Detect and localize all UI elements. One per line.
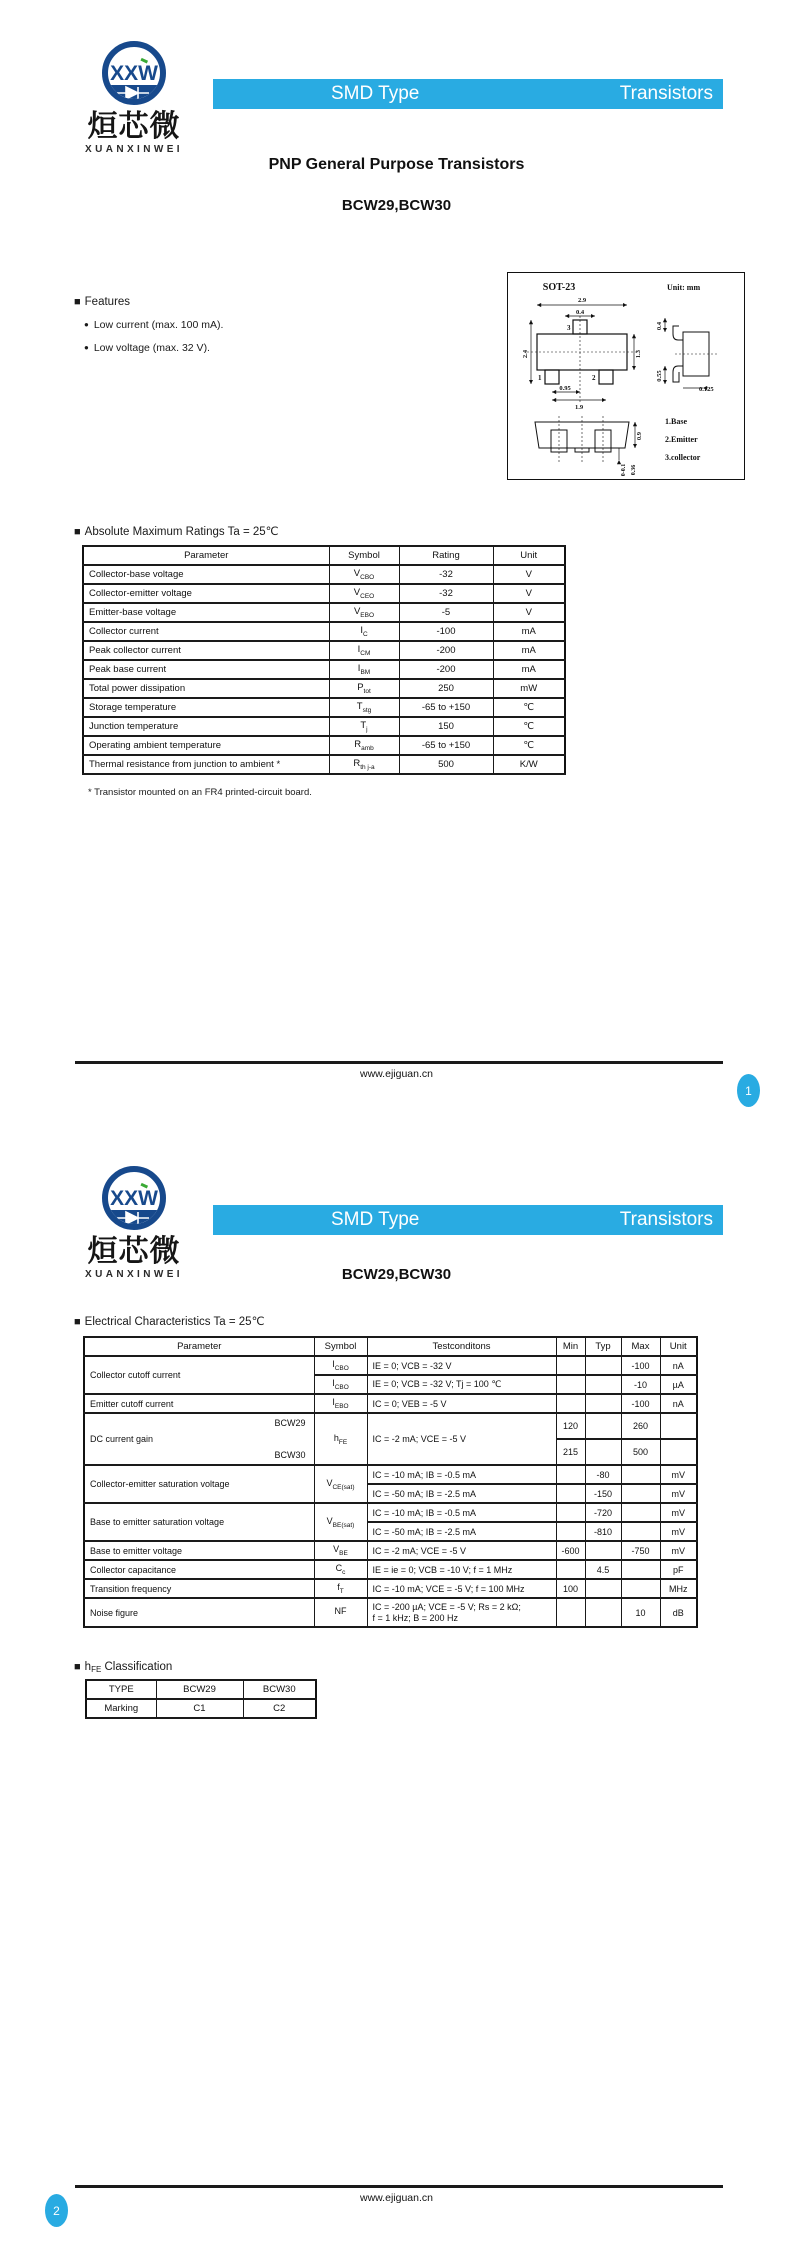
cell-cond: IC = -2 mA; VCE = -5 V xyxy=(367,1413,556,1465)
cell-symbol: $V_{BE}$ xyxy=(314,1541,367,1560)
cell-rating: 250 xyxy=(399,679,493,698)
cell-unit: mA xyxy=(493,641,565,660)
footer-url: www.ejiguan.cn xyxy=(360,2192,433,2204)
cell-typ: -810 xyxy=(585,1522,621,1541)
abs-max-heading-text: Absolute Maximum Ratings Ta = 25℃ xyxy=(84,526,279,538)
cell-unit: mV xyxy=(660,1484,697,1503)
cell-cond: IC = -50 mA; IB = -2.5 mA xyxy=(367,1522,556,1541)
footer-url: www.ejiguan.cn xyxy=(360,1068,433,1080)
table-row xyxy=(86,1699,316,1718)
cell-unit: V xyxy=(493,565,565,584)
cell-symbol: $I_{EBO}$ xyxy=(314,1394,367,1413)
bullet-icon: ● xyxy=(84,343,89,352)
dim-span: 1.9 xyxy=(574,404,584,411)
cell-typ xyxy=(585,1579,621,1598)
col-symbol: Symbol xyxy=(314,1337,367,1356)
cell-max: 260 xyxy=(621,1413,660,1439)
cell-rating: -100 xyxy=(399,622,493,641)
logo-emblem-icon xyxy=(95,1165,173,1235)
cell-cond: IC = -10 mA; IB = -0.5 mA xyxy=(367,1465,556,1484)
table-row xyxy=(84,1579,697,1598)
table-row xyxy=(84,1541,697,1560)
section-marker-icon: ■ xyxy=(74,1316,81,1328)
cell-param: Emitter-base voltage xyxy=(83,603,329,622)
cell-symbol: $T_{stg}$ xyxy=(329,698,399,717)
logo-chinese-name: 烜芯微 xyxy=(87,110,181,143)
cell-symbol: $f_T$ xyxy=(314,1579,367,1598)
cell-symbol: $V_{CE(sat)}$ xyxy=(314,1465,367,1503)
cell-rating: -5 xyxy=(399,603,493,622)
cell-max: 500 xyxy=(621,1439,660,1465)
cell-min xyxy=(556,1484,585,1503)
cell-typ xyxy=(585,1375,621,1394)
cell-symbol: $V_{EBO}$ xyxy=(329,603,399,622)
cell-max xyxy=(621,1484,660,1503)
cell-unit: mV xyxy=(660,1465,697,1484)
dim-body-width: 2.9 xyxy=(577,297,587,304)
cell-symbol: $R_{th j-a}$ xyxy=(329,755,399,774)
table-row xyxy=(84,1413,697,1439)
footer-divider xyxy=(75,1061,723,1064)
table-header-row xyxy=(83,546,565,565)
abs-max-heading xyxy=(74,524,279,538)
cell-c2: C2 xyxy=(243,1699,316,1718)
cell-min: 100 xyxy=(556,1579,585,1598)
cell-param: Transition frequency xyxy=(84,1579,314,1598)
page-number-badge: 2 xyxy=(45,2194,68,2227)
variant-bcw30: BCW30 xyxy=(274,1450,306,1460)
col-parameter: Parameter xyxy=(84,1337,314,1356)
table-row xyxy=(83,622,565,641)
cell-param: Thermal resistance from junction to ambient * xyxy=(83,755,329,774)
elec-char-heading-text: Electrical Characteristics Ta = 25℃ xyxy=(84,1316,265,1328)
part-numbers: BCW29,BCW30 xyxy=(341,1266,452,1283)
package-drawing xyxy=(507,272,745,480)
cell-c1: C1 xyxy=(156,1699,243,1718)
cell-max xyxy=(621,1465,660,1484)
cell-param: Peak collector current xyxy=(83,641,329,660)
section-marker-icon: ■ xyxy=(74,296,81,308)
cell-param: Base to emitter saturation voltage xyxy=(84,1503,314,1541)
company-logo xyxy=(58,40,210,155)
cell-symbol: $P_{tot}$ xyxy=(329,679,399,698)
logo-monogram: XXW xyxy=(110,62,158,85)
pin-label-collector: 3.collector xyxy=(665,453,701,462)
features-heading xyxy=(74,296,223,308)
cell-max: -10 xyxy=(621,1375,660,1394)
cell-max: -100 xyxy=(621,1394,660,1413)
features-heading-text: Features xyxy=(84,296,131,308)
cell-typ xyxy=(585,1394,621,1413)
table-row xyxy=(83,584,565,603)
cell-unit: µA xyxy=(660,1375,697,1394)
elec-char-heading xyxy=(74,1314,265,1328)
absolute-maximum-ratings-table xyxy=(82,545,566,775)
hfe-classification-heading: ■ hFE Classification xyxy=(74,1661,173,1674)
cell-symbol: $I_C$ xyxy=(329,622,399,641)
col-unit: Unit xyxy=(660,1337,697,1356)
cell-max xyxy=(621,1560,660,1579)
dim-pitch: 0.95 xyxy=(559,385,571,392)
cell-param: Peak base current xyxy=(83,660,329,679)
cell-symbol: NF xyxy=(314,1598,367,1627)
table-row xyxy=(84,1394,697,1413)
cell-unit: nA xyxy=(660,1356,697,1375)
cell-unit: pF xyxy=(660,1560,697,1579)
cell-min xyxy=(556,1560,585,1579)
logo-monogram: XXW xyxy=(110,1187,158,1210)
hfe-classification-table xyxy=(85,1679,317,1719)
cell-rating: -200 xyxy=(399,641,493,660)
page-2 xyxy=(0,1122,793,2244)
feature-text: Low current (max. 100 mA). xyxy=(93,319,224,331)
dim-pin-width: 0.4 xyxy=(575,309,585,316)
cell-unit xyxy=(660,1439,697,1465)
cell-max: -750 xyxy=(621,1541,660,1560)
cell-max xyxy=(621,1579,660,1598)
pin1-number: 1 xyxy=(538,374,542,382)
cell-param: Total power dissipation xyxy=(83,679,329,698)
cell-cond: IC = -50 mA; IB = -2.5 mA xyxy=(367,1484,556,1503)
banner-smd-type: SMD Type xyxy=(331,1209,420,1230)
pin-label-base: 1.Base xyxy=(665,417,687,426)
col-testconditions: Testconditons xyxy=(367,1337,556,1356)
cell-param: Collector-emitter voltage xyxy=(83,584,329,603)
cell-symbol: $I_{BM}$ xyxy=(329,660,399,679)
cell-unit: mA xyxy=(493,622,565,641)
cell-min xyxy=(556,1375,585,1394)
cell-param-dc-gain xyxy=(84,1413,314,1465)
package-unit: Unit: mm xyxy=(667,283,701,292)
footer-divider xyxy=(75,2185,723,2188)
cell-symbol: $R_{amb}$ xyxy=(329,736,399,755)
table-row xyxy=(83,603,565,622)
header-banner xyxy=(213,1205,723,1235)
cell-param: Collector current xyxy=(83,622,329,641)
cell-param: Collector-base voltage xyxy=(83,565,329,584)
cell-min xyxy=(556,1465,585,1484)
table-row xyxy=(83,755,565,774)
logo-english-name: XUANXINWEI xyxy=(85,1269,183,1280)
cell-cond: IC = -10 mA; IB = -0.5 mA xyxy=(367,1503,556,1522)
cell-unit: nA xyxy=(660,1394,697,1413)
cell-param: Base to emitter voltage xyxy=(84,1541,314,1560)
electrical-characteristics-table xyxy=(83,1336,698,1628)
cell-marking: Marking xyxy=(86,1699,156,1718)
features-section xyxy=(74,296,223,354)
table-row xyxy=(84,1465,697,1484)
table-row xyxy=(86,1680,316,1699)
dim-lead-thickness: 0.125 xyxy=(699,386,714,393)
cell-rating: -32 xyxy=(399,565,493,584)
cell-param: Collector-emitter saturation voltage xyxy=(84,1465,314,1503)
cell-cond: IC = -10 mA; VCE = -5 V; f = 100 MHz xyxy=(367,1579,556,1598)
cell-unit: V xyxy=(493,584,565,603)
col-rating: Rating xyxy=(399,546,493,565)
table-row xyxy=(83,641,565,660)
cell-unit: dB xyxy=(660,1598,697,1627)
table-row xyxy=(84,1598,697,1627)
cell-param: Collector cutoff current xyxy=(84,1356,314,1394)
cell-symbol: $I_{CBO}$ xyxy=(314,1375,367,1394)
col-min: Min xyxy=(556,1337,585,1356)
cell-unit: V xyxy=(493,603,565,622)
table-row xyxy=(84,1503,697,1522)
logo-emblem-icon xyxy=(95,40,173,110)
cell-min xyxy=(556,1503,585,1522)
pin2-number: 2 xyxy=(592,374,596,382)
logo-english-name: XUANXINWEI xyxy=(85,144,183,155)
cell-typ: -720 xyxy=(585,1503,621,1522)
feature-item xyxy=(74,319,223,331)
cell-symbol: $T_j$ xyxy=(329,717,399,736)
table-row xyxy=(84,1356,697,1375)
cell-min: 215 xyxy=(556,1439,585,1465)
cell-rating: -65 to +150 xyxy=(399,698,493,717)
col-parameter: Parameter xyxy=(83,546,329,565)
table-row xyxy=(83,565,565,584)
cell-symbol: $I_{CM}$ xyxy=(329,641,399,660)
banner-smd-type: SMD Type xyxy=(331,83,420,104)
cell-cond: IC = -2 mA; VCE = -5 V xyxy=(367,1541,556,1560)
cell-min xyxy=(556,1598,585,1627)
cell-cond: IE = 0; VCB = -32 V; Tj = 100 ℃ xyxy=(367,1375,556,1394)
cell-unit: mV xyxy=(660,1522,697,1541)
cell-min xyxy=(556,1356,585,1375)
feature-item xyxy=(74,342,223,354)
variant-bcw29: BCW29 xyxy=(274,1418,306,1428)
cell-typ xyxy=(585,1439,621,1465)
cell-param: Storage temperature xyxy=(83,698,329,717)
cell-symbol: $V_{BE(sat)}$ xyxy=(314,1503,367,1541)
dim-lead-width: 0.36 xyxy=(631,464,637,476)
cell-max xyxy=(621,1522,660,1541)
cell-cond: IE = 0; VCB = -32 V xyxy=(367,1356,556,1375)
cell-unit: K/W xyxy=(493,755,565,774)
logo-chinese-name: 烜芯微 xyxy=(87,1235,181,1268)
dim-overall-depth: 2.4 xyxy=(522,349,529,359)
cell-symbol: $V_{CEO}$ xyxy=(329,584,399,603)
banner-transistors: Transistors xyxy=(619,1209,713,1230)
banner-transistors: Transistors xyxy=(619,83,713,104)
dim-lead-bottom: 0.55 xyxy=(656,370,663,382)
cell-type: TYPE xyxy=(86,1680,156,1699)
cell-typ xyxy=(585,1541,621,1560)
dim-lead-top: 0.4 xyxy=(656,321,663,331)
document-title: PNP General Purpose Transistors xyxy=(268,156,525,173)
cell-unit: mV xyxy=(660,1503,697,1522)
cell-min: 120 xyxy=(556,1413,585,1439)
cell-max: 10 xyxy=(621,1598,660,1627)
cell-unit: mW xyxy=(493,679,565,698)
table-row xyxy=(83,736,565,755)
table-row xyxy=(83,679,565,698)
cell-unit: mA xyxy=(493,660,565,679)
cell-unit xyxy=(660,1413,697,1439)
cell-symbol: $C_c$ xyxy=(314,1560,367,1579)
cell-unit: mV xyxy=(660,1541,697,1560)
col-symbol: Symbol xyxy=(329,546,399,565)
table-row xyxy=(83,698,565,717)
dc-gain-label: DC current gain xyxy=(90,1434,154,1444)
cell-unit: ℃ xyxy=(493,736,565,755)
dim-height: 0.9 xyxy=(636,431,643,441)
cell-unit: ℃ xyxy=(493,698,565,717)
page-number-badge: 1 xyxy=(737,1074,760,1107)
cell-symbol: $V_{CBO}$ xyxy=(329,565,399,584)
cell-unit: MHz xyxy=(660,1579,697,1598)
cell-cond: IE = ie = 0; VCB = -10 V; f = 1 MHz xyxy=(367,1560,556,1579)
cell-unit: ℃ xyxy=(493,717,565,736)
section-marker-icon: ■ xyxy=(74,1661,81,1673)
cell-typ: -150 xyxy=(585,1484,621,1503)
cell-symbol: $h_{FE}$ xyxy=(314,1413,367,1465)
table-row xyxy=(84,1560,697,1579)
cell-typ xyxy=(585,1598,621,1627)
section-marker-icon: ■ xyxy=(74,526,81,538)
cell-typ: -80 xyxy=(585,1465,621,1484)
cell-cond: IC = -200 µA; VCE = -5 V; Rs = 2 kΩ; f = 1 kHz; B = 200 Hz xyxy=(367,1598,556,1627)
cell-min xyxy=(556,1522,585,1541)
dim-standoff: 0-0.1 xyxy=(621,463,627,477)
cell-bcw29: BCW29 xyxy=(156,1680,243,1699)
cell-param: Noise figure xyxy=(84,1598,314,1627)
bullet-icon: ● xyxy=(84,320,89,329)
cell-rating: 500 xyxy=(399,755,493,774)
cell-rating: 150 xyxy=(399,717,493,736)
table-footnote: * Transistor mounted on an FR4 printed-circuit board. xyxy=(88,787,312,798)
cell-max: -100 xyxy=(621,1356,660,1375)
cell-rating: -32 xyxy=(399,584,493,603)
cell-rating: -65 to +150 xyxy=(399,736,493,755)
company-logo xyxy=(58,1165,210,1280)
package-name: SOT-23 xyxy=(542,282,576,293)
cell-max xyxy=(621,1503,660,1522)
col-max: Max xyxy=(621,1337,660,1356)
header-banner xyxy=(213,79,723,109)
table-header-row xyxy=(84,1337,697,1356)
table-row xyxy=(83,717,565,736)
cell-typ xyxy=(585,1356,621,1375)
pin-label-emitter: 2.Emitter xyxy=(665,435,698,444)
cell-typ: 4.5 xyxy=(585,1560,621,1579)
cell-cond: IC = 0; VEB = -5 V xyxy=(367,1394,556,1413)
cell-rating: -200 xyxy=(399,660,493,679)
feature-text: Low voltage (max. 32 V). xyxy=(93,342,210,354)
col-unit: Unit xyxy=(493,546,565,565)
cell-min: -600 xyxy=(556,1541,585,1560)
cell-symbol: $I_{CBO}$ xyxy=(314,1356,367,1375)
pin3-number: 3 xyxy=(567,324,571,332)
cell-param: Operating ambient temperature xyxy=(83,736,329,755)
cell-min xyxy=(556,1394,585,1413)
cell-param: Junction temperature xyxy=(83,717,329,736)
part-numbers: BCW29,BCW30 xyxy=(341,197,452,214)
cell-param: Emitter cutoff current xyxy=(84,1394,314,1413)
col-typ: Typ xyxy=(585,1337,621,1356)
table-row xyxy=(83,660,565,679)
cell-typ xyxy=(585,1413,621,1439)
dim-body-depth: 1.3 xyxy=(635,349,642,359)
cell-param: Collector capacitance xyxy=(84,1560,314,1579)
cell-bcw30: BCW30 xyxy=(243,1680,316,1699)
